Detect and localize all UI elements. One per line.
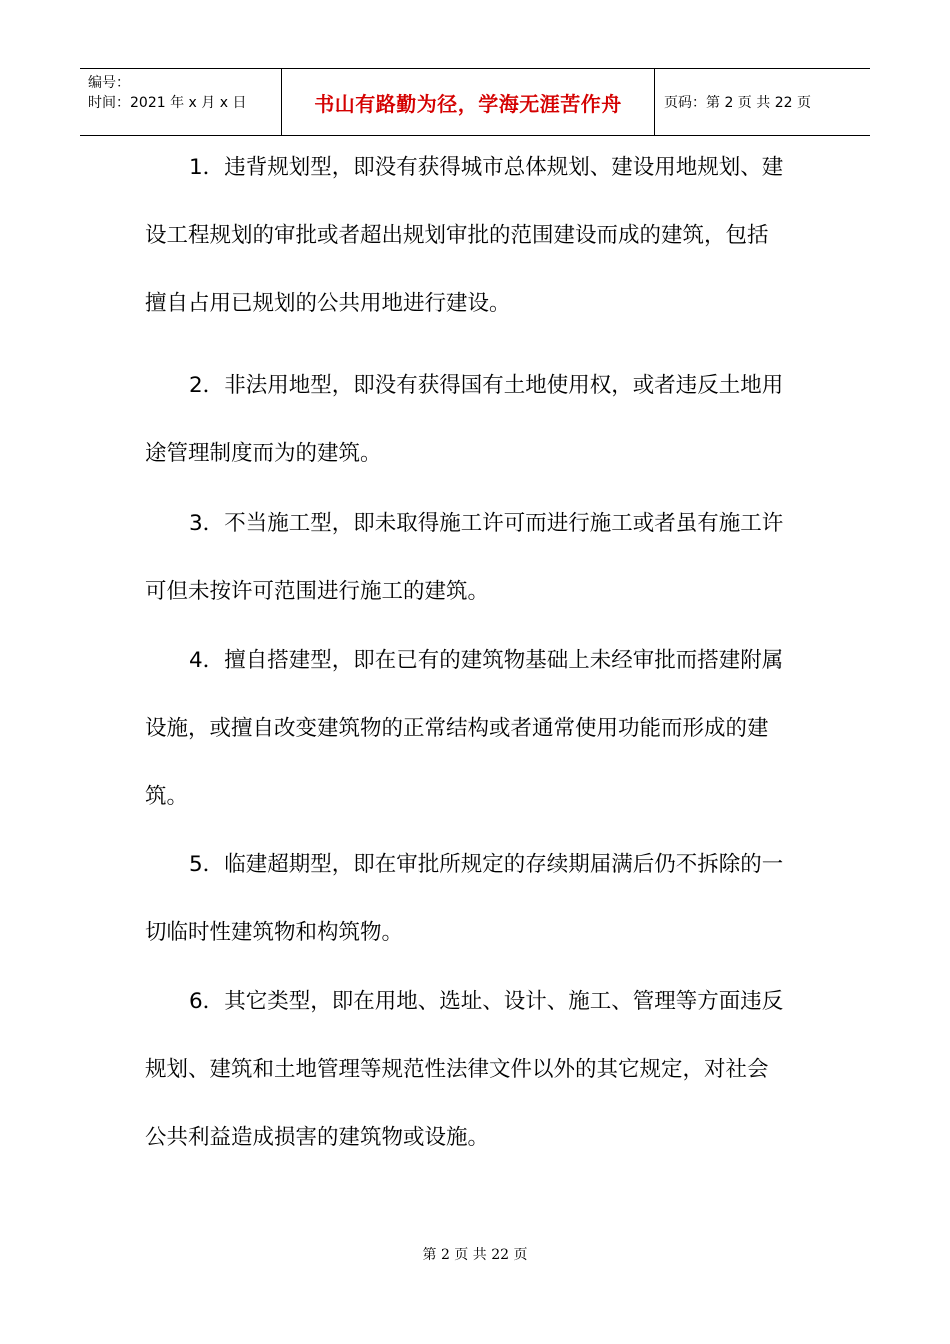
paragraph-2 (145, 369, 810, 505)
paragraph-line: 规划、建筑和土地管理等规范性法律文件以外的其它规定，对社会 (145, 1057, 769, 1082)
paragraph-line: 1．违背规划型，即没有获得城市总体规划、建设用地规划、建 (189, 155, 784, 180)
item-number: 4． (189, 648, 225, 673)
paragraph-4 (145, 644, 810, 848)
paragraph-line: 擅自占用已规划的公共用地进行建设。 (145, 291, 511, 316)
paragraph-1 (145, 151, 810, 355)
paragraph-line: 可但未按许可范围进行施工的建筑。 (145, 579, 490, 604)
page-header (80, 68, 870, 136)
page-footer: 第 2 页 共 22 页 (422, 1247, 528, 1263)
item-number: 1． (189, 155, 225, 180)
item-number: 3． (189, 511, 225, 536)
header-motto: 书山有路勤为径，学海无涯苦作舟 (314, 91, 622, 116)
item-number: 5． (189, 852, 225, 877)
paragraph-line: 4．擅自搭建型，即在已有的建筑物基础上未经审批而搭建附属 (189, 648, 784, 673)
paragraph-line: 设工程规划的审批或者超出规划审批的范围建设而成的建筑，包括 (145, 223, 769, 248)
paragraph-line: 2．非法用地型，即没有获得国有土地使用权，或者违反土地用 (189, 373, 784, 398)
paragraph-6 (145, 985, 810, 1189)
paragraph-line: 筑。 (145, 784, 189, 809)
header-page-info: 页码：第 2 页 共 22 页 (664, 95, 811, 111)
paragraph-line: 6．其它类型，即在用地、选址、设计、施工、管理等方面违反 (189, 989, 784, 1014)
paragraph-line: 5．临建超期型，即在审批所规定的存续期届满后仍不拆除的一 (189, 852, 784, 877)
paragraph-line: 设施，或擅自改变建筑物的正常结构或者通常使用功能而形成的建 (145, 716, 769, 741)
header-page-cell (655, 69, 870, 135)
header-meta (80, 69, 281, 135)
paragraph-5 (145, 848, 810, 984)
paragraph-line: 公共利益造成损害的建筑物或设施。 (145, 1125, 490, 1150)
paragraph-line: 途管理制度而为的建筑。 (145, 441, 382, 466)
header-motto-cell (281, 69, 655, 135)
item-number: 6． (189, 989, 225, 1014)
paragraph-line: 3．不当施工型，即未取得施工许可而进行施工或者虽有施工许 (189, 511, 784, 536)
item-number: 2． (189, 373, 225, 398)
paragraph-3 (145, 507, 810, 643)
paragraph-line: 切临时性建筑物和构筑物。 (145, 920, 404, 945)
document-number-label: 编号： (88, 75, 130, 91)
document-date: 时间：2021 年 x 月 x 日 (88, 95, 247, 111)
